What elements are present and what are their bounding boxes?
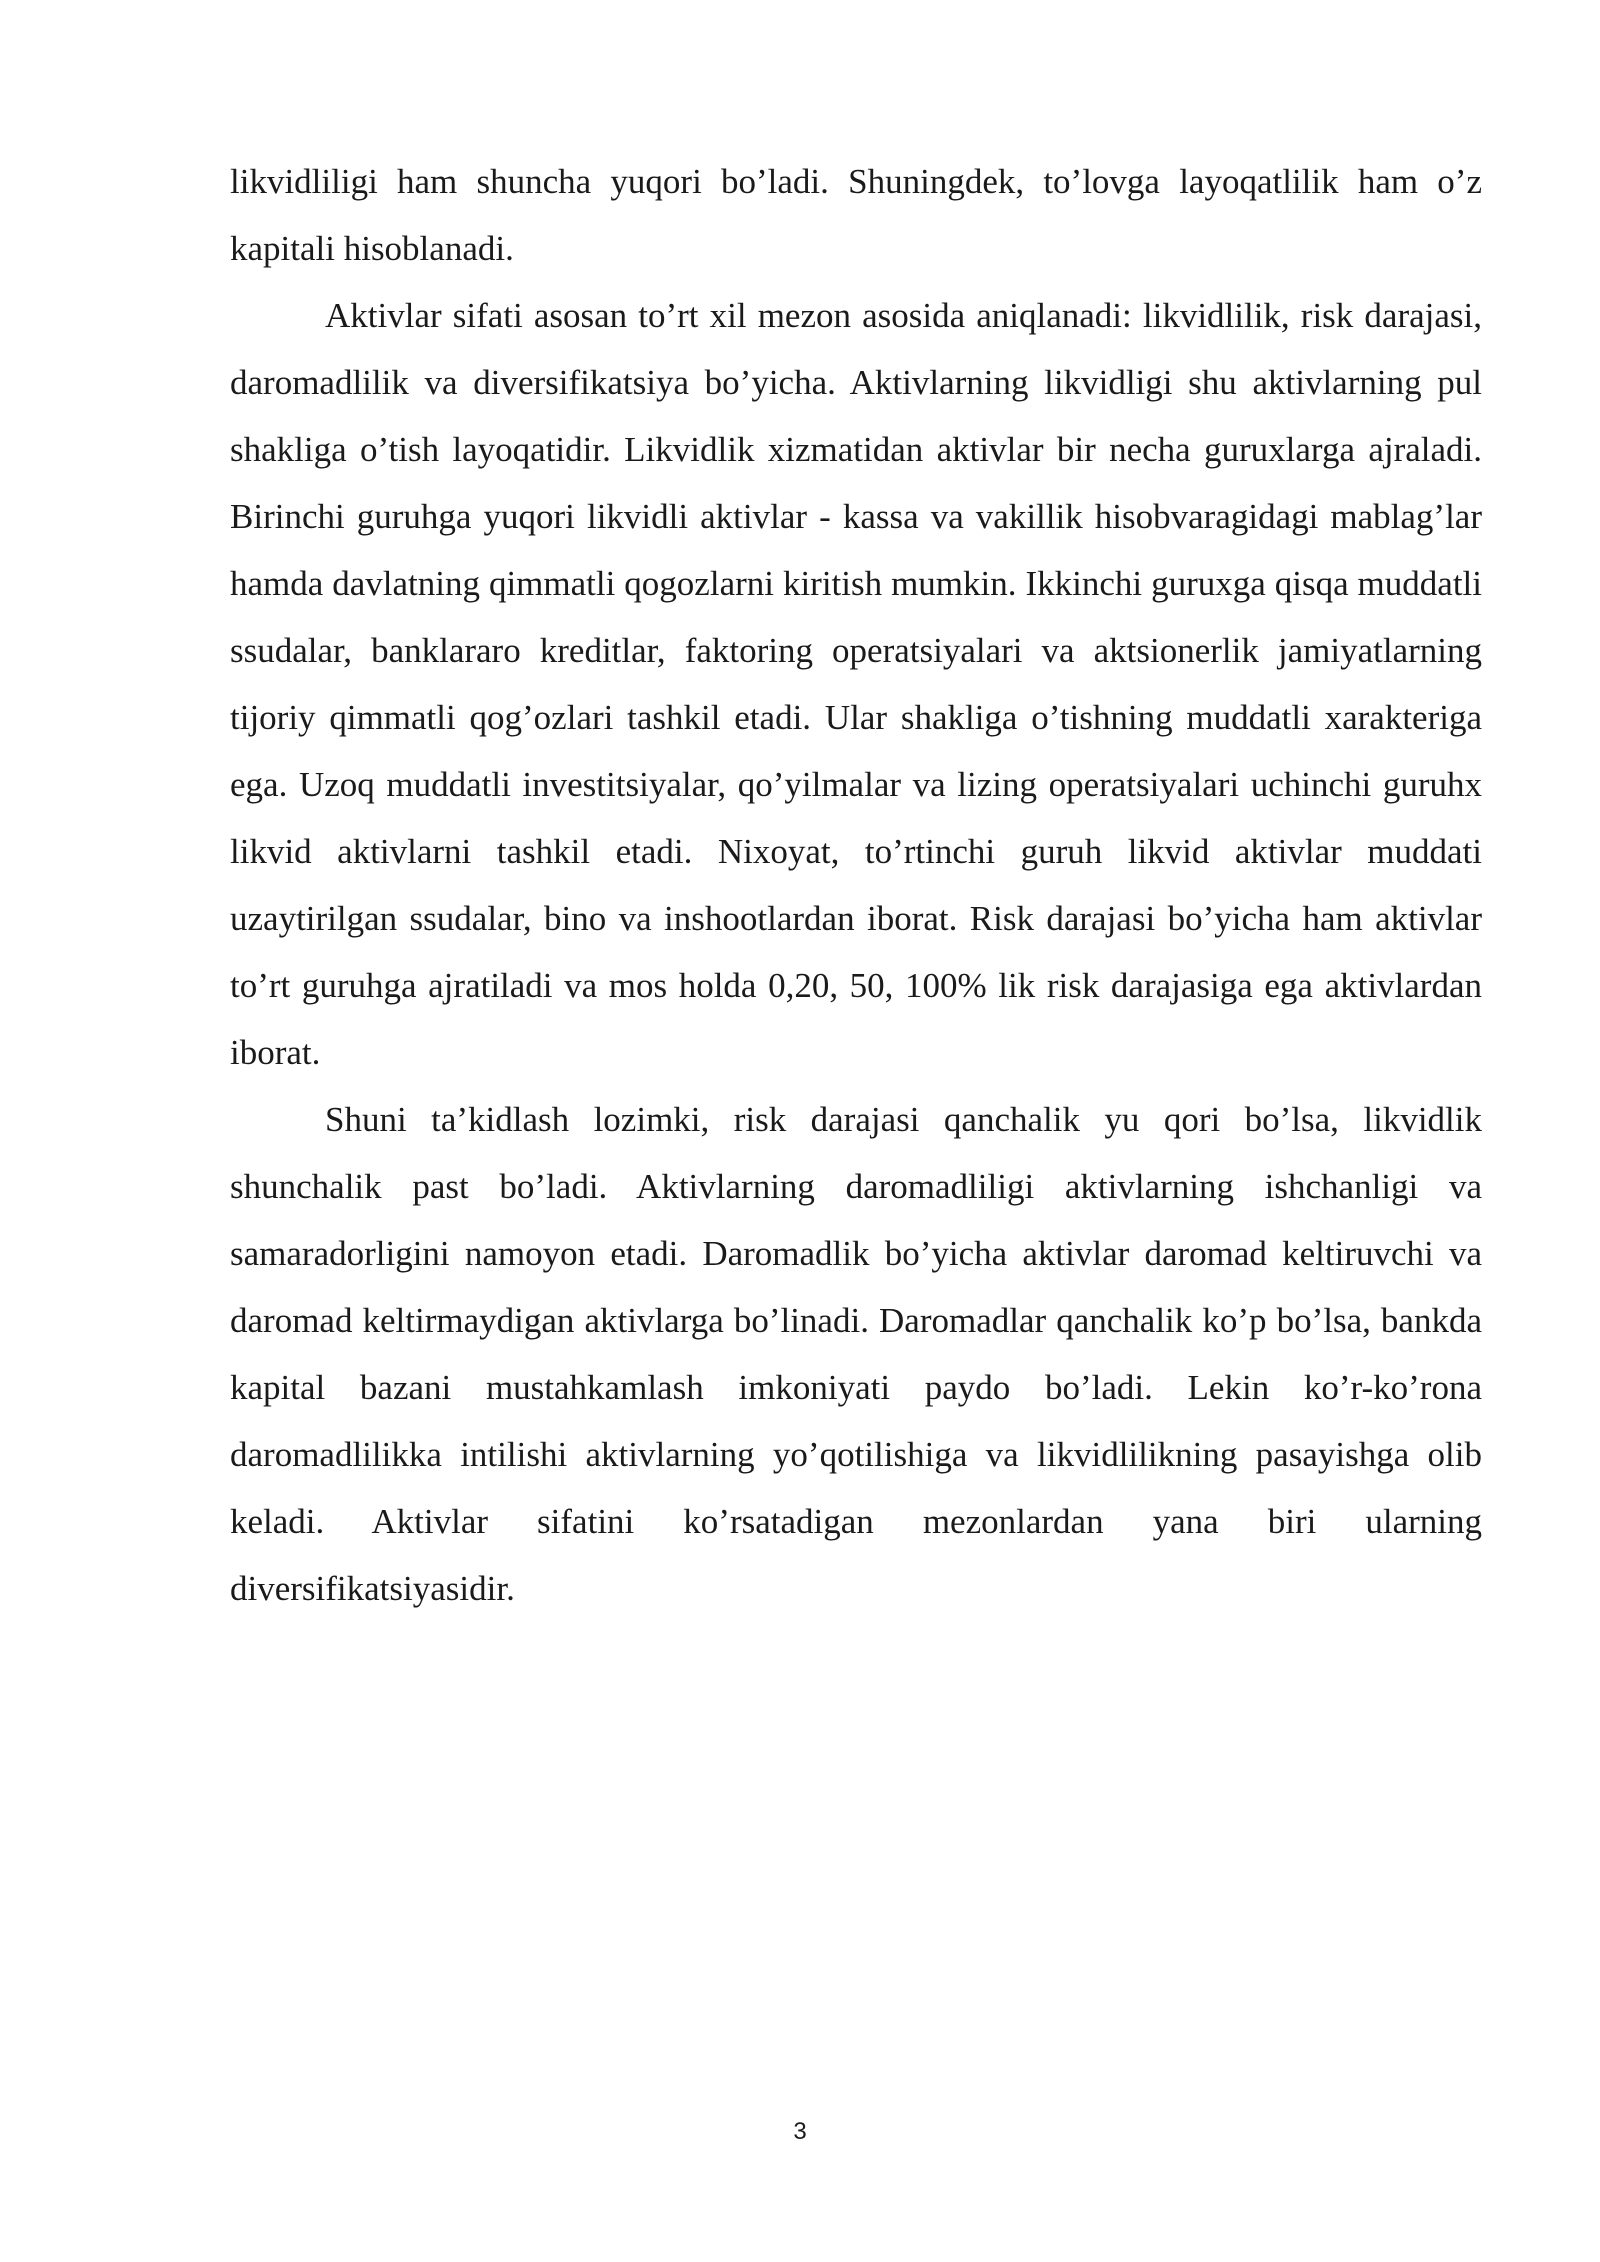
paragraph-continuation: likvidliligi ham shuncha yuqori bo’ladi. Shuningdek, to’lovga layoqatlilik ham o’z kapitali hisoblanadi. (230, 162, 1482, 268)
paragraph-asset-quality-criteria: Aktivlar sifati asosan to’rt xil mezon asosida aniqlanadi: likvidlilik, risk darajasi, daromadlilik va diversifikatsiya bo’yicha. Aktivlarning likvidligi shu aktivlarning pul shakliga o’tish layoqatidir. Likvidlik xizmatidan aktivlar bir necha guruxlarga ajraladi. Birinchi guruhga yuqori likvidli aktivlar - kassa va vakillik hisobvaragidagi mablag’lar hamda davlatning qimmatli qogozlarni kiritish mumkin. Ikkinchi guruxga qisqa muddatli ssudalar, banklararo kreditlar, faktoring operatsiyalari va aktsionerlik jamiyatlarning tijoriy qimmatli qog’ozlari tashkil etadi. Ular shakliga o’tishning muddatli xarakteriga ega. Uzoq muddatli investitsiyalar, qo’yilmalar va lizing operatsiyalari uchinchi guruhx likvid aktivlarni tashkil etadi. Nixoyat, to’rtinchi guruh likvid aktivlar muddati uzaytirilgan ssudalar, bino va inshootlardan iborat. Risk darajasi bo’yicha ham aktivlar to’rt guruhga ajratiladi va mos holda 0,20, 50, 100% lik risk darajasiga ega aktivlardan iborat. (230, 296, 1482, 1072)
page-number: 3 (793, 2118, 807, 2145)
paragraph-risk-and-profitability: Shuni ta’kidlash lozimki, risk darajasi qanchalik yu qori bo’lsa, likvidlik shunchalik past bo’ladi. Aktivlarning daromadliligi aktivlarning ishchanligi va samaradorligini namoyon etadi. Daromadlik bo’yicha aktivlar daromad keltiruvchi va daromad keltirmaydigan aktivlarga bo’linadi. Daromadlar qanchalik ko’p bo’lsa, bankda kapital bazani mustahkamlash imkoniyati paydo bo’ladi. Lekin ko’r-ko’rona daromadlilikka intilishi aktivlarning yo’qotilishiga va likvidlilikning pasayishga olib keladi. Aktivlar sifatini ko’rsatadigan mezonlardan yana biri ularning diversifikatsiyasidir. (230, 1100, 1482, 1608)
document-body (230, 148, 1482, 1622)
